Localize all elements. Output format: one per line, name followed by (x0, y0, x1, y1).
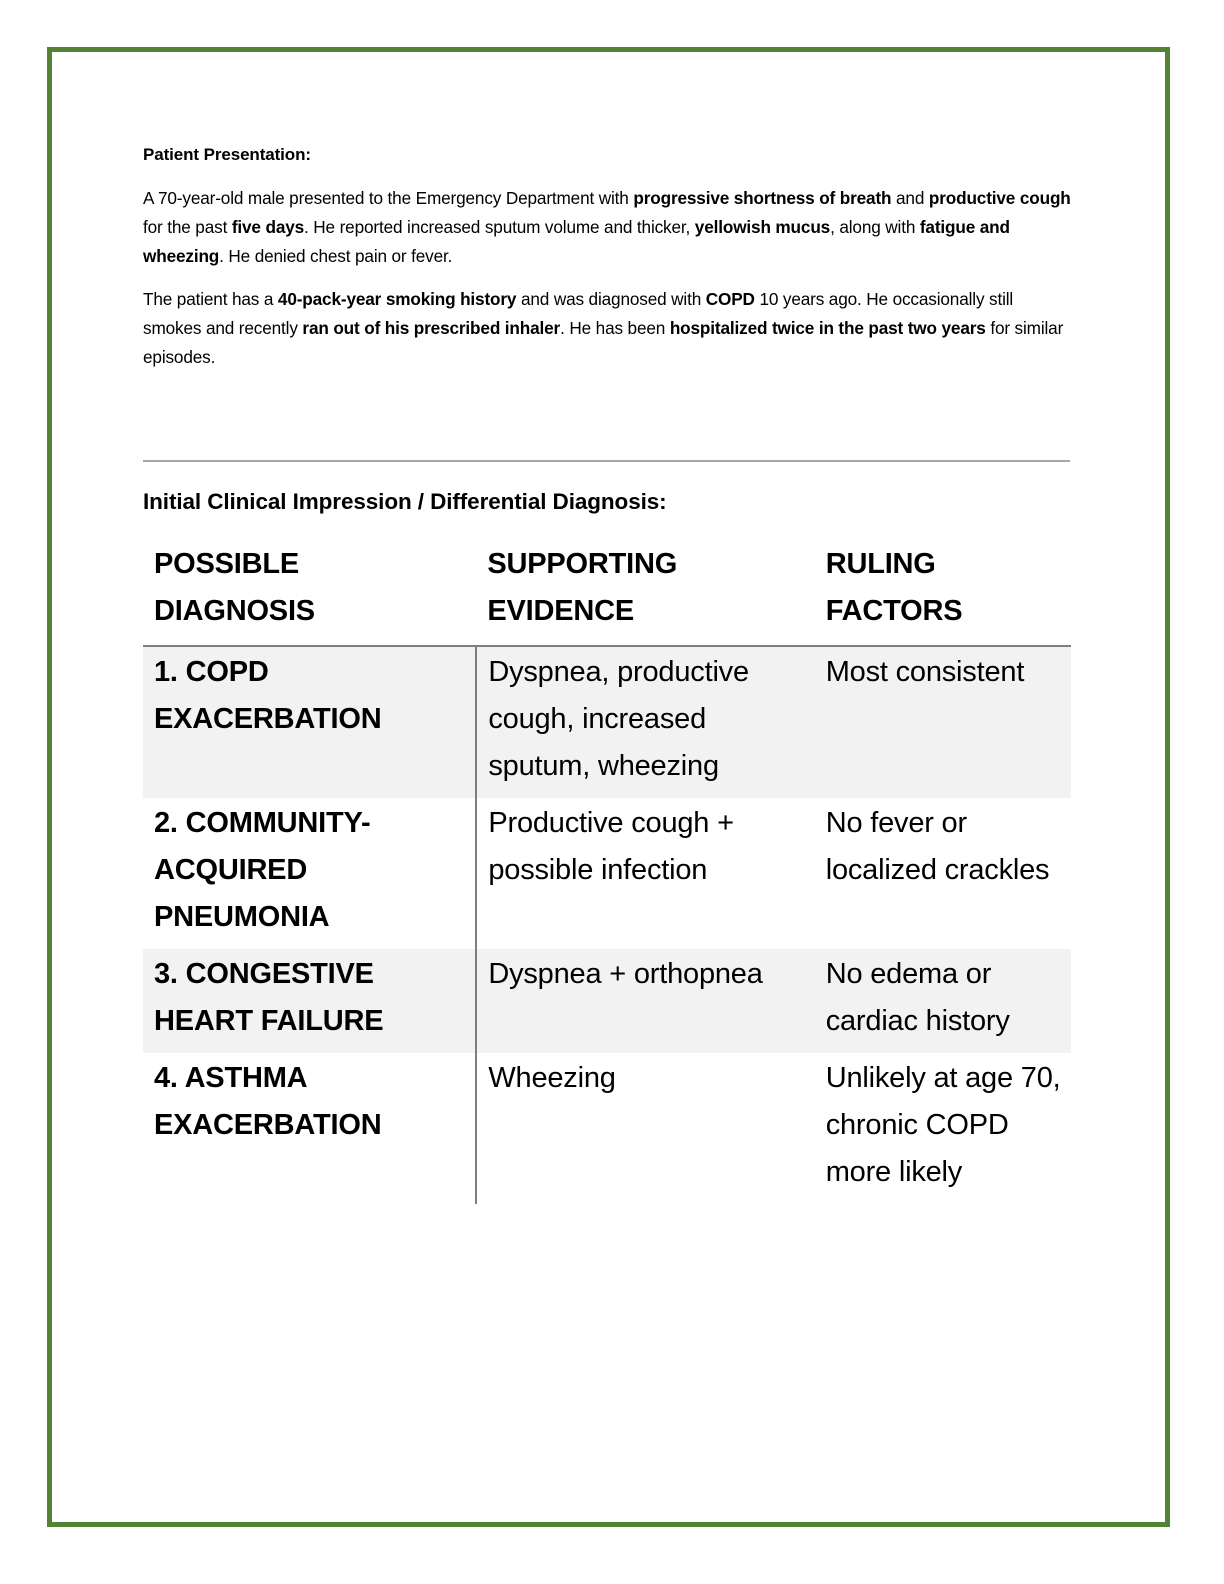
column-header-ruling: RULING FACTORS (815, 539, 1071, 646)
emphasized-text: progressive shortness of breath (633, 188, 892, 208)
diagnosis-cell: 4. ASTHMA EXACERBATION (143, 1053, 476, 1204)
text-run: 10 years ago. He occasionally still smokes and recently (143, 289, 1014, 338)
differential-table (143, 539, 1071, 1204)
presentation-paragraph-1 (143, 184, 1071, 271)
emphasized-text: yellowish mucus (694, 217, 831, 237)
differential-heading: Initial Clinical Impression / Differential Diagnosis: (143, 489, 667, 514)
text-run: , along with (830, 217, 920, 237)
section-divider (143, 460, 1070, 462)
diagnosis-cell: 2. COMMUNITY-ACQUIRED PNEUMONIA (143, 798, 476, 949)
text-run: . He denied chest pain or fever. (219, 246, 453, 266)
text-run: A 70-year-old male presented to the Emergency Department with (143, 188, 634, 208)
emphasized-text: COPD (705, 289, 755, 309)
ruling-cell: No fever or localized crackles (825, 807, 1050, 886)
table-row (143, 646, 1071, 798)
presentation-paragraph-2 (143, 285, 1071, 372)
text-run: for the past (143, 217, 232, 237)
evidence-cell: Dyspnea + orthopnea (476, 949, 814, 1053)
ruling-cell: No edema or cardiac history (815, 949, 1071, 1053)
emphasized-text: five days (231, 217, 305, 237)
table-header-row (143, 539, 1071, 646)
emphasized-text: fatigue and wheezing (143, 217, 1010, 266)
emphasized-text: hospitalized twice in the past two years (669, 318, 986, 338)
text-run: and was diagnosed with (516, 289, 706, 309)
text-run: . He reported increased sputum volume and thicker, (304, 217, 695, 237)
table-row (143, 798, 1071, 949)
column-header-evidence: SUPPORTING EVIDENCE (476, 539, 814, 646)
text-run: The patient has a (143, 289, 278, 309)
text-run: for similar episodes. (143, 318, 1064, 367)
text-run: . He has been (560, 318, 670, 338)
ruling-cell: Unlikely at age 70, chronic COPD more likely (825, 1062, 1061, 1188)
diagnosis-cell: 3. CONGESTIVE HEART FAILURE (143, 949, 476, 1053)
text-run: and (891, 188, 929, 208)
emphasized-text: productive cough (928, 188, 1071, 208)
evidence-cell: Wheezing (488, 1062, 616, 1094)
evidence-cell: Productive cough + possible infection (488, 807, 734, 886)
evidence-cell: Dyspnea, productive cough, increased sputum, wheezing (476, 646, 814, 798)
column-header-diagnosis: POSSIBLE DIAGNOSIS (143, 539, 476, 646)
table-row (143, 1053, 1071, 1204)
diagnosis-cell: 1. COPD EXACERBATION (143, 646, 476, 798)
ruling-cell: Most consistent (815, 646, 1071, 798)
presentation-heading: Patient Presentation: (143, 145, 311, 164)
table-row (143, 949, 1071, 1053)
document-body (143, 145, 1071, 1188)
emphasized-text: ran out of his prescribed inhaler (302, 318, 561, 338)
emphasized-text: 40-pack-year smoking history (277, 289, 517, 309)
